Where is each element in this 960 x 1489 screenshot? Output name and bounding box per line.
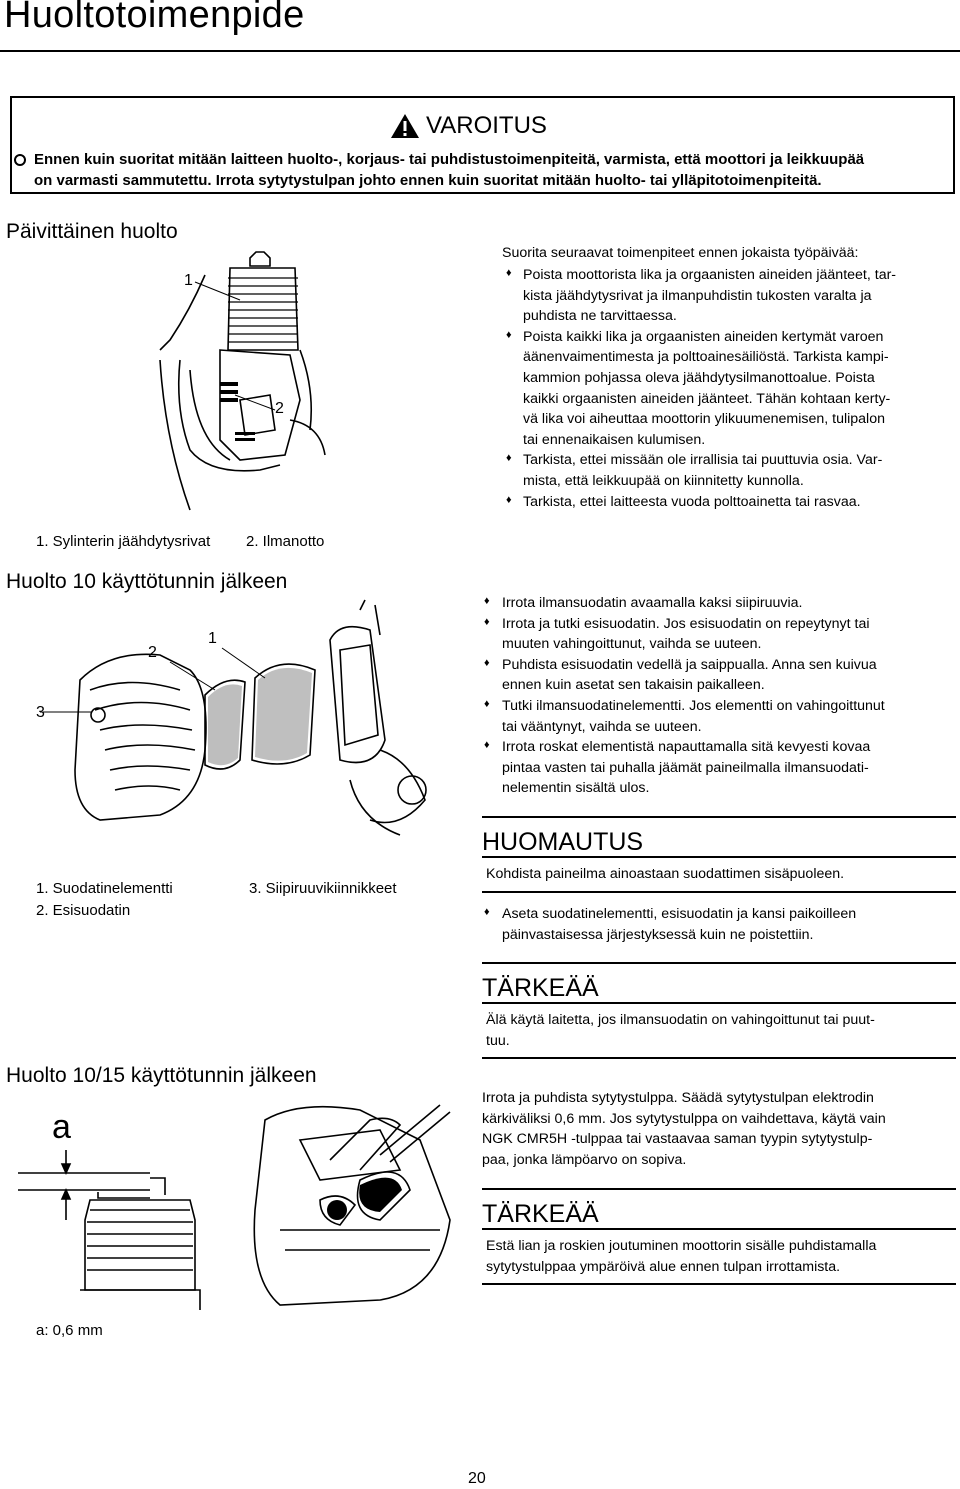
h10-item-line: Irrota ja tutki esisuodatin. Jos esisuodatin on repeytynyt tai <box>502 615 870 632</box>
h1015-heading: Huolto 10/15 käyttötunnin jälkeen <box>6 1064 317 1087</box>
h10-item-line: tai vääntynyt, vaihda se uuteen. <box>502 718 702 735</box>
daily-caption-1: 1. Sylinterin jäähdytysrivat <box>36 533 211 550</box>
h10-bullet-icon: ♦ <box>484 739 490 752</box>
h10-caption-3: 3. Siipiruuvikiinnikkeet <box>249 880 397 897</box>
h10-item-line: Puhdista esisuodatin vedellä ja saippualla. Anna sen kuivua <box>502 656 877 673</box>
warning-line-2: on varmasti sammutettu. Irrota sytytystulpan johto ennen kuin suoritat mitään huolto- tai ylläpitotoimenpiteitä. <box>34 172 822 189</box>
h10-item-line: ennen kuin asetat sen takaisin paikalleen. <box>502 677 765 694</box>
warning-triangle-icon <box>390 113 420 139</box>
fig1-label-1: 1 <box>184 272 193 289</box>
daily-item-line: Poista kaikki lika ja orgaanisten aineiden kertymät varoen <box>523 328 884 345</box>
daily-bullet-icon: ♦ <box>506 328 512 341</box>
daily-item-line: kista jäähdytysrivat ja ilmanpuhdistin tukosten varalta ja <box>523 287 872 304</box>
h10-bullet-icon: ♦ <box>484 615 490 628</box>
important-1-title: TÄRKEÄÄ <box>482 962 956 1003</box>
daily-item-line: tai ennenaikaisen kulumisen. <box>523 431 706 448</box>
h1015-text-line: paa, jonka lämpöarvo on sopiva. <box>482 1151 687 1168</box>
h1015-text-line: Irrota ja puhdista sytytystulppa. Säädä sytytystulpan elektrodin <box>482 1090 874 1106</box>
daily-heading: Päivittäinen huolto <box>6 220 178 243</box>
fig2-label-2: 2 <box>148 644 157 661</box>
daily-item-line: Tarkista, ettei laitteesta vuoda polttoainetta tai rasvaa. <box>523 493 861 510</box>
after-line: päinvastaisessa järjestyksessä kuin ne poistettiin. <box>502 926 814 943</box>
after-bullet-icon: ♦ <box>484 906 490 918</box>
note-text: Kohdista paineilma ainoastaan suodattimen sisäpuoleen. <box>486 866 845 882</box>
daily-item-line: Poista moottorista lika ja orgaanisten aineiden jäänteet, tar- <box>523 267 897 283</box>
title-rule <box>0 50 960 52</box>
warning-title-text: VAROITUS <box>426 112 547 139</box>
daily-item-line: kammion pohjassa oleva jäähdytysilmanottoalue. Poista <box>523 370 875 386</box>
important-1-line-1: Älä käytä laitetta, jos ilmansuodatin on vahingoittunut tai puut- <box>486 1012 875 1028</box>
air-filter-figure <box>40 600 440 840</box>
h1015-text-line: NGK CMR5H -tulppaa tai vastaavaa saman tyypin sytytystulp- <box>482 1131 873 1148</box>
daily-bullet-icon: ♦ <box>506 493 512 506</box>
h10-caption-2: 2. Esisuodatin <box>36 902 131 919</box>
fig2-label-1: 1 <box>208 630 217 647</box>
page-title: Huoltotoimenpide <box>4 0 305 36</box>
fig2-label-3: 3 <box>36 704 45 721</box>
h10-item-line: pintaa vasten tai puhalla jäämät paineilmalla ilmansuodati- <box>502 759 869 776</box>
daily-item-line: Tarkista, ettei missään ole irrallisia tai puuttuvia osia. Var- <box>523 452 883 469</box>
warning-title <box>390 112 547 140</box>
fig3-label-a: a <box>52 1108 71 1146</box>
warning-line-1: Ennen kuin suoritat mitään laitteen huolto-, korjaus- tai puhdistustoimenpiteitä, varmista, että moottori ja leikkuupää <box>34 151 865 168</box>
h1015-text-line: kärkiväliksi 0,6 mm. Jos sytytystulppa on vaihdettava, käytä vain <box>482 1110 886 1127</box>
important-1-line-2: tuu. <box>486 1032 510 1049</box>
note-title: HUOMAUTUS <box>482 816 956 857</box>
daily-item-line: puhdista ne tarvittaessa. <box>523 308 677 325</box>
important-2-line-2: sytytystulppaa ympäröivä alue ennen tulpan irrottamista. <box>486 1258 841 1275</box>
engine-cooling-fins-figure <box>150 250 330 520</box>
important-2-box <box>482 1228 956 1285</box>
daily-item-line: kaikki orgaanisten aineiden jäänteet. Tähän kohtaan kerty- <box>523 390 891 407</box>
h10-bullet-icon: ♦ <box>484 698 490 710</box>
h10-item-line: Irrota ilmansuodatin avaamalla kaksi siipiruuvia. <box>502 595 803 611</box>
h10-item-line: Tutki ilmansuodatinelementti. Jos elementti on vahingoittunut <box>502 698 885 714</box>
daily-bullet-icon: ♦ <box>506 452 512 465</box>
important-2-title: TÄRKEÄÄ <box>482 1188 956 1229</box>
note-box <box>482 856 956 893</box>
page-number: 20 <box>468 1470 486 1487</box>
after-line: Aseta suodatinelementti, esisuodatin ja kansi paikoilleen <box>502 906 857 922</box>
daily-item-line: vä lika voi aiheuttaa moottorin ylikuumenemisen, tulipalon <box>523 411 885 428</box>
fig1-label-2: 2 <box>275 400 284 417</box>
daily-item-line: äänenvaimentimesta ja polttoainesäiliöstä. Tarkista kampi- <box>523 349 889 366</box>
daily-intro: Suorita seuraavat toimenpiteet ennen jokaista työpäivää: <box>502 245 859 261</box>
daily-bullet-icon: ♦ <box>506 267 512 279</box>
important-1-box <box>482 1002 956 1059</box>
important-2-line-1: Estä lian ja roskien joutuminen moottorin sisälle puhdistamalla <box>486 1238 877 1254</box>
h1015-caption: a: 0,6 mm <box>36 1322 103 1339</box>
h10-item-line: nelementin sisältä ulos. <box>502 780 650 797</box>
warning-bullet-icon <box>14 154 26 166</box>
h10-bullet-icon: ♦ <box>484 656 490 669</box>
h10-bullet-icon: ♦ <box>484 595 490 607</box>
daily-item-line: mista, että leikkuupää on kiinnitetty kunnolla. <box>523 473 804 489</box>
h10-heading: Huolto 10 käyttötunnin jälkeen <box>6 570 288 593</box>
h10-item-line: muuten vahingoittunut, vaihda se uuteen. <box>502 636 762 653</box>
h10-caption-1: 1. Suodatinelementti <box>36 880 173 897</box>
h10-item-line: Irrota roskat elementistä napauttamalla sitä kevyesti kovaa <box>502 739 871 756</box>
daily-caption-2: 2. Ilmanotto <box>246 533 325 550</box>
